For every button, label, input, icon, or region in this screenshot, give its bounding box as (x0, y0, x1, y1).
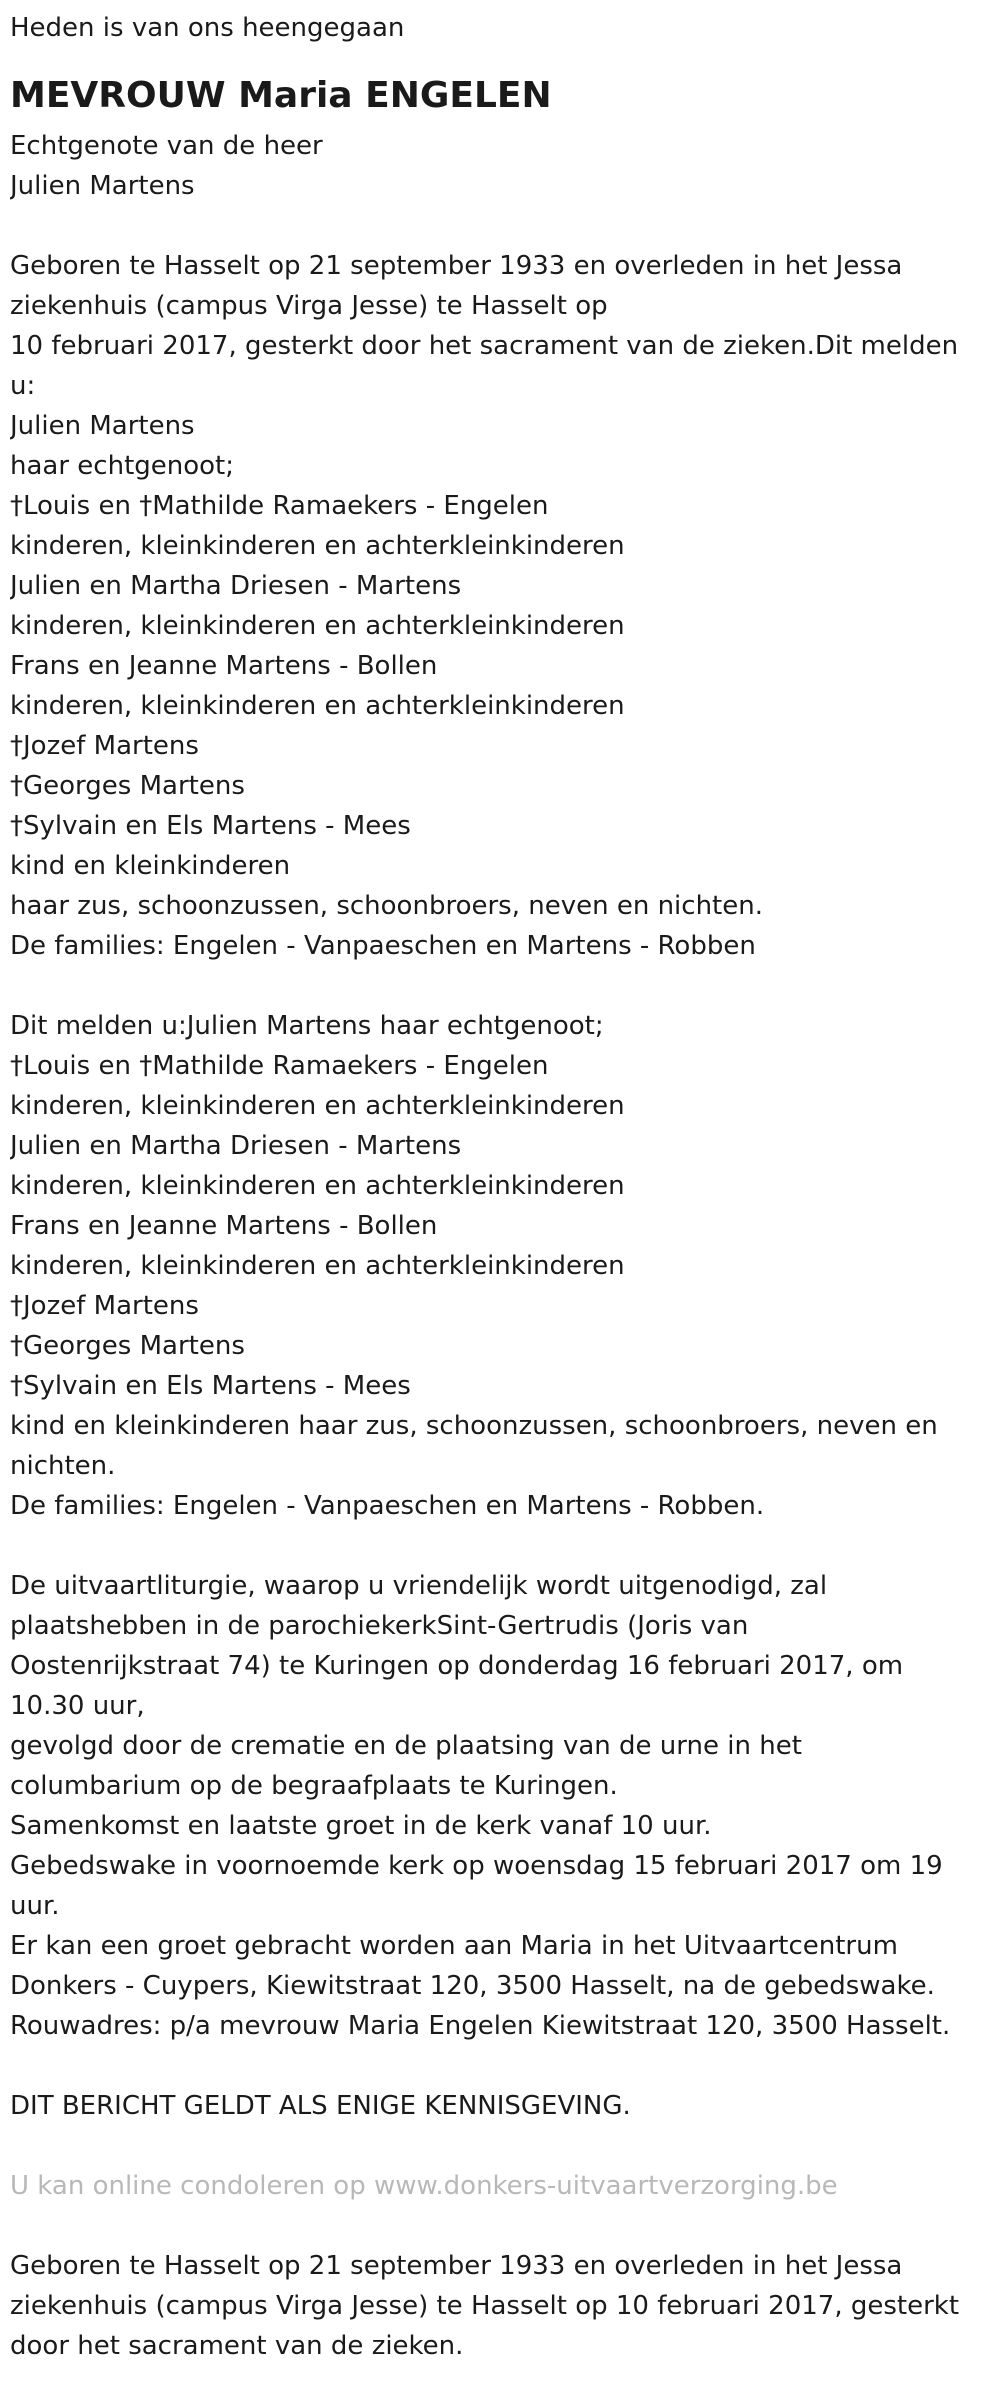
text-line: door het sacrament van de zieken. (10, 2331, 464, 2361)
text-line: ziekenhuis (campus Virga Jesse) te Hasselt op 10 februari 2017, gesterkt (10, 2291, 960, 2321)
obituary-page (10, 8, 995, 2366)
text-line: Julien en Martha Driesen - Martens (10, 1131, 462, 1161)
text-line: Julien Martens (10, 411, 195, 441)
text-line: Oostenrijkstraat 74) te Kuringen op donderdag 16 februari 2017, om (10, 1651, 904, 1681)
text-line: De uitvaartliturgie, waarop u vriendelijk wordt uitgenodigd, zal (10, 1571, 828, 1601)
spacer (10, 2126, 995, 2166)
text-line: kinderen, kleinkinderen en achterkleinkinderen (10, 1251, 625, 1281)
text-line: †Jozef Martens (10, 1291, 199, 1321)
text-line: Geboren te Hasselt op 21 september 1933 en overleden in het Jessa (10, 251, 903, 281)
text-line: columbarium op de begraafplaats te Kuringen. (10, 1771, 618, 1801)
text-line: Gebedswake in voornoemde kerk op woensdag 15 februari 2017 om 19 (10, 1851, 943, 1881)
text-line: 10.30 uur, (10, 1691, 145, 1721)
text-line: Geboren te Hasselt op 21 september 1933 en overleden in het Jessa (10, 2251, 903, 2281)
text-line: haar zus, schoonzussen, schoonbroers, neven en nichten. (10, 891, 763, 921)
spouse-line: Julien Martens (10, 171, 195, 201)
text-line: kinderen, kleinkinderen en achterkleinkinderen (10, 1171, 625, 1201)
announce-section (10, 1006, 995, 1526)
funeral-section (10, 1566, 995, 2046)
text-line: uur. (10, 1891, 60, 1921)
text-line: †Jozef Martens (10, 731, 199, 761)
text-line: Julien en Martha Driesen - Martens (10, 571, 462, 601)
intro-text: Heden is van ons heengegaan (10, 13, 405, 43)
text-line: Frans en Jeanne Martens - Bollen (10, 1211, 438, 1241)
birth-section (10, 246, 995, 966)
text-line: u: (10, 371, 36, 401)
text-line: †Sylvain en Els Martens - Mees (10, 1371, 411, 1401)
text-line: kind en kleinkinderen (10, 851, 291, 881)
text-line: kinderen, kleinkinderen en achterkleinkinderen (10, 1091, 625, 1121)
spacer (10, 2046, 995, 2086)
text-line: Rouwadres: p/a mevrouw Maria Engelen Kiewitstraat 120, 3500 Hasselt. (10, 2011, 951, 2041)
text-line: kinderen, kleinkinderen en achterkleinkinderen (10, 611, 625, 641)
spacer (10, 1526, 995, 1566)
text-line: †Georges Martens (10, 1331, 245, 1361)
text-line: plaatshebben in de parochiekerkSint-Gertrudis (Joris van (10, 1611, 749, 1641)
summary-section (10, 2246, 995, 2366)
text-line: kind en kleinkinderen haar zus, schoonzussen, schoonbroers, neven en (10, 1411, 938, 1441)
text-line: †Georges Martens (10, 771, 245, 801)
text-line: gevolgd door de crematie en de plaatsing van de urne in het (10, 1731, 802, 1761)
text-line: 10 februari 2017, gesterkt door het sacrament van de zieken.Dit melden (10, 331, 959, 361)
text-line: Er kan een groet gebracht worden aan Maria in het Uitvaartcentrum (10, 1931, 898, 1961)
text-line: ziekenhuis (campus Virga Jesse) te Hasselt op (10, 291, 608, 321)
text-line: Frans en Jeanne Martens - Bollen (10, 651, 438, 681)
text-line: †Louis en †Mathilde Ramaekers - Engelen (10, 491, 549, 521)
deceased-name: MEVROUW Maria ENGELEN (10, 75, 552, 116)
text-line: De families: Engelen - Vanpaeschen en Martens - Robben. (10, 1491, 765, 1521)
spacer (10, 966, 995, 1006)
spacer (10, 206, 995, 246)
text-line: Samenkomst en laatste groet in de kerk vanaf 10 uur. (10, 1811, 712, 1841)
text-line: De families: Engelen - Vanpaeschen en Martens - Robben (10, 931, 756, 961)
spouse-line: Echtgenote van de heer (10, 131, 323, 161)
text-line: kinderen, kleinkinderen en achterkleinkinderen (10, 691, 625, 721)
text-line: nichten. (10, 1451, 116, 1481)
text-line: kinderen, kleinkinderen en achterkleinkinderen (10, 531, 625, 561)
spacer (10, 2206, 995, 2246)
text-line: †Sylvain en Els Martens - Mees (10, 811, 411, 841)
text-line: Donkers - Cuypers, Kiewitstraat 120, 3500 Hasselt, na de gebedswake. (10, 1971, 935, 2001)
text-line: Dit melden u:Julien Martens haar echtgenoot; (10, 1011, 604, 1041)
text-line: haar echtgenoot; (10, 451, 235, 481)
condolence-link[interactable]: U kan online condoleren op www.donkers-uitvaartverzorging.be (10, 2171, 838, 2201)
notice-text: DIT BERICHT GELDT ALS ENIGE KENNISGEVING. (10, 2091, 631, 2121)
text-line: †Louis en †Mathilde Ramaekers - Engelen (10, 1051, 549, 1081)
